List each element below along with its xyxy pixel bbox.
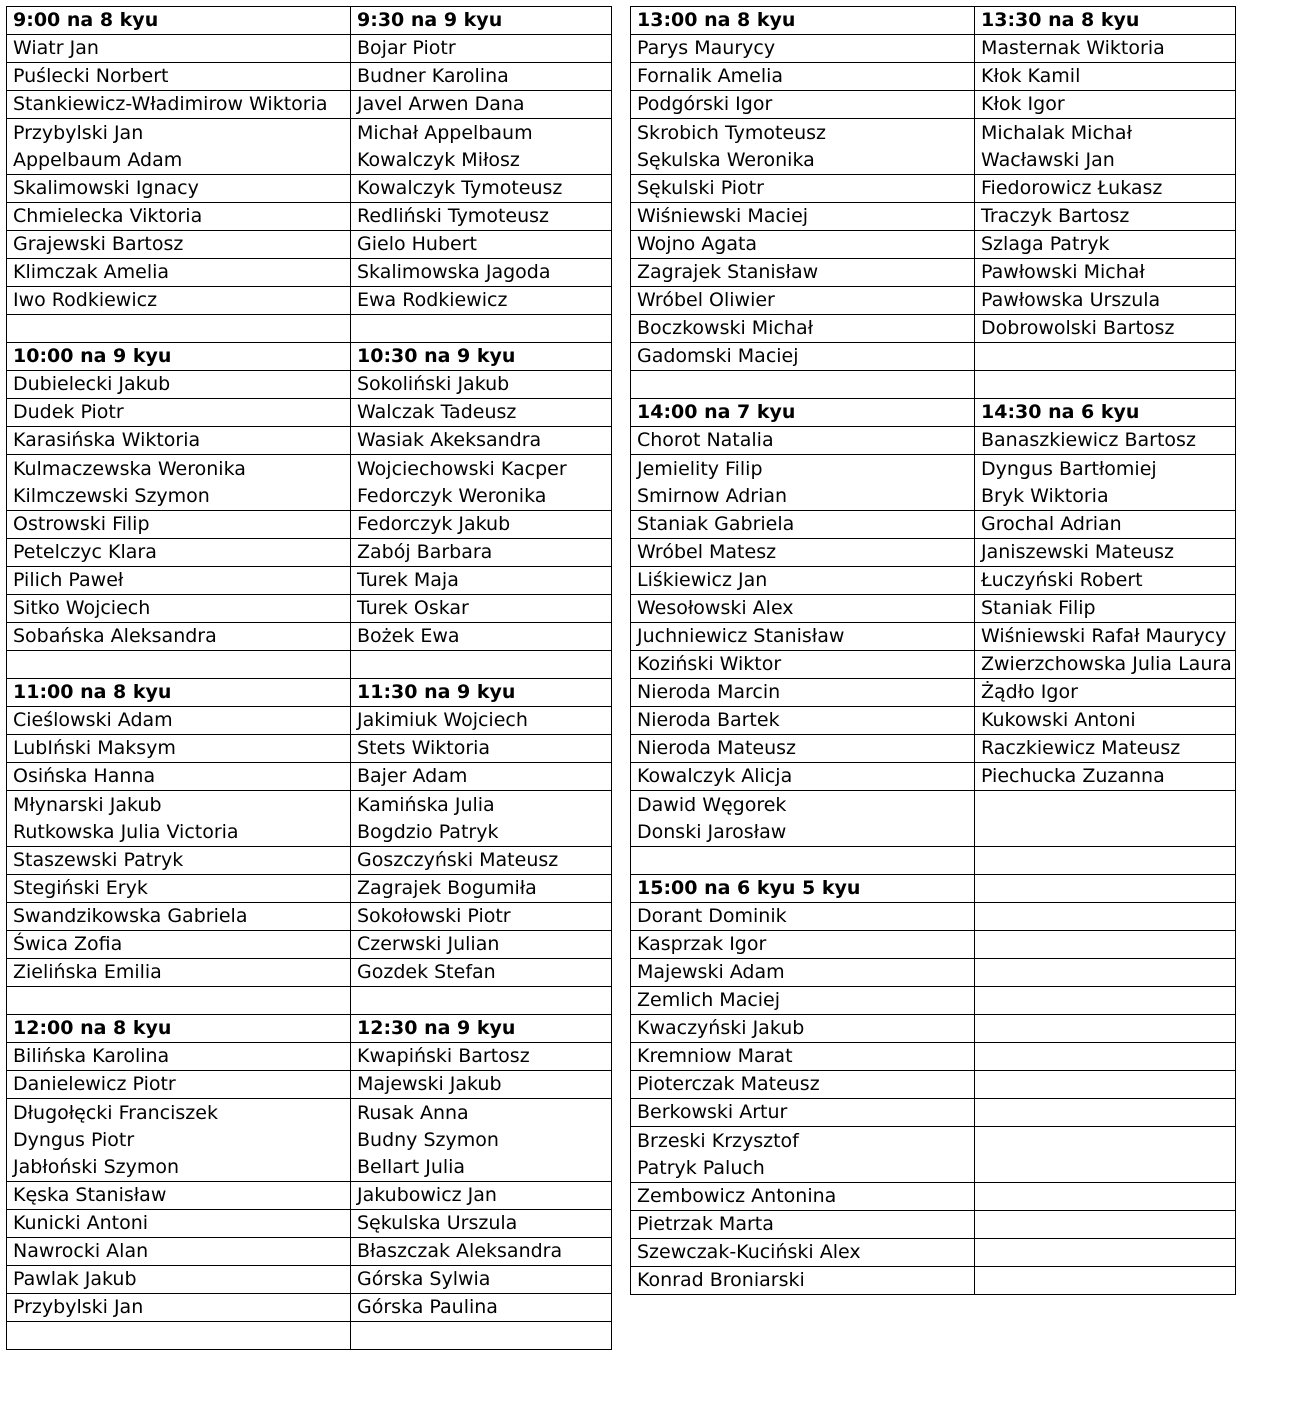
table-row <box>7 1294 612 1322</box>
name-cell: Bożek Ewa <box>351 623 612 651</box>
table-row <box>631 455 1236 511</box>
group-header-cell: 15:00 na 6 kyu 5 kyu <box>631 875 975 903</box>
name-cell: Grochal Adrian <box>975 511 1236 539</box>
empty-row <box>7 315 612 343</box>
name-cell: Javel Arwen Dana <box>351 91 612 119</box>
table-row <box>631 287 1236 315</box>
name-cell: Dubielecki Jakub <box>7 371 351 399</box>
name-cell <box>975 791 1236 847</box>
table-row <box>7 931 612 959</box>
table-row <box>7 371 612 399</box>
table-row <box>631 791 1236 847</box>
name-cell: Michał Appelbaum Kowalczyk Miłosz <box>351 119 612 175</box>
name-cell: Dudek Piotr <box>7 399 351 427</box>
table-row <box>7 763 612 791</box>
name-cell <box>975 1127 1236 1183</box>
name-cell: Kasprzak Igor <box>631 931 975 959</box>
name-cell: Berkowski Artur <box>631 1099 975 1127</box>
name-cell <box>975 959 1236 987</box>
name-cell: Kłok Igor <box>975 91 1236 119</box>
name-cell: Jakubowicz Jan <box>351 1182 612 1210</box>
name-cell: Iwo Rodkiewicz <box>7 287 351 315</box>
table-row <box>7 399 612 427</box>
name-cell <box>975 1015 1236 1043</box>
table-row <box>631 259 1236 287</box>
group-header-row <box>7 679 612 707</box>
table-row <box>7 539 612 567</box>
name-cell: Pietrzak Marta <box>631 1211 975 1239</box>
name-cell: Długołęcki Franciszek Dyngus Piotr Jabłoński Szymon <box>7 1099 351 1182</box>
name-cell: Pawłowski Michał <box>975 259 1236 287</box>
name-cell: Bajer Adam <box>351 763 612 791</box>
name-cell <box>975 1099 1236 1127</box>
table-row <box>7 63 612 91</box>
name-cell: Kwapiński Bartosz <box>351 1043 612 1071</box>
name-cell: Stegiński Eryk <box>7 875 351 903</box>
table-row <box>631 595 1236 623</box>
name-cell: Górska Paulina <box>351 1294 612 1322</box>
table-row <box>631 567 1236 595</box>
table-row <box>631 735 1236 763</box>
empty-row <box>631 371 1236 399</box>
name-cell: Kłok Kamil <box>975 63 1236 91</box>
name-cell: Czerwski Julian <box>351 931 612 959</box>
group-header-cell: 9:00 na 8 kyu <box>7 7 351 35</box>
name-cell: Majewski Jakub <box>351 1071 612 1099</box>
name-cell: Skrobich Tymoteusz Sękulska Weronika <box>631 119 975 175</box>
table-row <box>7 455 612 511</box>
name-cell: Staniak Filip <box>975 595 1236 623</box>
name-cell: Parys Maurycy <box>631 35 975 63</box>
table-row <box>631 1015 1236 1043</box>
name-cell: Ewa Rodkiewicz <box>351 287 612 315</box>
name-cell: Zembowicz Antonina <box>631 1183 975 1211</box>
group-header-row <box>631 875 1236 903</box>
name-cell: Wróbel Oliwier <box>631 287 975 315</box>
table-row <box>631 343 1236 371</box>
table-row <box>631 1099 1236 1127</box>
name-cell: Grajewski Bartosz <box>7 231 351 259</box>
name-cell: Koziński Wiktor <box>631 651 975 679</box>
name-cell <box>631 847 975 875</box>
name-cell: Masternak Wiktoria <box>975 35 1236 63</box>
name-cell: Kowalczyk Tymoteusz <box>351 175 612 203</box>
group-header-cell <box>975 875 1236 903</box>
table-row <box>631 931 1236 959</box>
name-cell: Petelczyc Klara <box>7 539 351 567</box>
name-cell <box>975 847 1236 875</box>
name-cell: Młynarski Jakub Rutkowska Julia Victoria <box>7 791 351 847</box>
name-cell: Jakimiuk Wojciech <box>351 707 612 735</box>
name-cell: Wróbel Matesz <box>631 539 975 567</box>
group-header-row <box>7 343 612 371</box>
name-cell: Łuczyński Robert <box>975 567 1236 595</box>
name-cell <box>7 315 351 343</box>
name-cell: Staszewski Patryk <box>7 847 351 875</box>
table-row <box>631 651 1236 679</box>
name-cell: Skalimowski Ignacy <box>7 175 351 203</box>
name-cell: Dyngus Bartłomiej Bryk Wiktoria <box>975 455 1236 511</box>
name-cell <box>975 343 1236 371</box>
name-cell: Sobańska Aleksandra <box>7 623 351 651</box>
name-cell <box>975 371 1236 399</box>
table-row <box>631 903 1236 931</box>
name-cell: Dobrowolski Bartosz <box>975 315 1236 343</box>
table-row <box>7 1099 612 1182</box>
group-header-row <box>631 399 1236 427</box>
table-row <box>7 1043 612 1071</box>
name-cell: Swandzikowska Gabriela <box>7 903 351 931</box>
name-cell: Wojno Agata <box>631 231 975 259</box>
name-cell: Kulmaczewska Weronika Kilmczewski Szymon <box>7 455 351 511</box>
empty-row <box>7 651 612 679</box>
name-cell: Dorant Dominik <box>631 903 975 931</box>
table-row <box>7 119 612 175</box>
group-header-row <box>631 7 1236 35</box>
name-cell: Fiedorowicz Łukasz <box>975 175 1236 203</box>
name-cell <box>975 1211 1236 1239</box>
table-row <box>7 1266 612 1294</box>
name-cell: Walczak Tadeusz <box>351 399 612 427</box>
group-header-cell: 13:00 na 8 kyu <box>631 7 975 35</box>
name-cell: Pawłowska Urszula <box>975 287 1236 315</box>
table-row <box>631 1211 1236 1239</box>
name-cell <box>975 931 1236 959</box>
table-row <box>631 623 1236 651</box>
table-row <box>631 35 1236 63</box>
name-cell: Jemielity Filip Smirnow Adrian <box>631 455 975 511</box>
group-header-cell: 9:30 na 9 kyu <box>351 7 612 35</box>
table-row <box>7 1182 612 1210</box>
name-cell: Górska Sylwia <box>351 1266 612 1294</box>
name-cell: Konrad Broniarski <box>631 1267 975 1295</box>
table-row <box>7 567 612 595</box>
name-cell: Redliński Tymoteusz <box>351 203 612 231</box>
group-header-cell: 13:30 na 8 kyu <box>975 7 1236 35</box>
name-cell: Danielewicz Piotr <box>7 1071 351 1099</box>
name-cell: Boczkowski Michał <box>631 315 975 343</box>
table-row <box>7 287 612 315</box>
name-cell: Dawid Węgorek Donski Jarosław <box>631 791 975 847</box>
group-header-row <box>7 7 612 35</box>
name-cell: Nieroda Bartek <box>631 707 975 735</box>
table-row <box>631 959 1236 987</box>
name-cell: Kęska Stanisław <box>7 1182 351 1210</box>
name-cell: Wojciechowski Kacper Fedorczyk Weronika <box>351 455 612 511</box>
name-cell: Majewski Adam <box>631 959 975 987</box>
table-row <box>7 175 612 203</box>
name-cell: Traczyk Bartosz <box>975 203 1236 231</box>
table-row <box>7 847 612 875</box>
name-cell: Raczkiewicz Mateusz <box>975 735 1236 763</box>
name-cell <box>7 987 351 1015</box>
table-row <box>631 175 1236 203</box>
name-cell: Janiszewski Mateusz <box>975 539 1236 567</box>
table-row <box>631 511 1236 539</box>
name-cell: Zielińska Emilia <box>7 959 351 987</box>
name-cell: Żądło Igor <box>975 679 1236 707</box>
name-cell: Skalimowska Jagoda <box>351 259 612 287</box>
table-row <box>7 91 612 119</box>
name-cell: Klimczak Amelia <box>7 259 351 287</box>
name-cell <box>631 371 975 399</box>
table-row <box>631 1267 1236 1295</box>
schedule-table-left <box>6 6 612 1350</box>
name-cell: Wesołowski Alex <box>631 595 975 623</box>
table-row <box>631 119 1236 175</box>
name-cell: Gadomski Maciej <box>631 343 975 371</box>
table-row <box>7 1210 612 1238</box>
name-cell: Nieroda Marcin <box>631 679 975 707</box>
name-cell: Wiśniewski Rafał Maurycy <box>975 623 1236 651</box>
group-header-cell: 10:00 na 9 kyu <box>7 343 351 371</box>
empty-row <box>631 847 1236 875</box>
name-cell: Brzeski Krzysztof Patryk Paluch <box>631 1127 975 1183</box>
name-cell: Stankiewicz-Władimirow Wiktoria <box>7 91 351 119</box>
name-cell: Wasiak Akeksandra <box>351 427 612 455</box>
table-row <box>7 203 612 231</box>
name-cell: Szlaga Patryk <box>975 231 1236 259</box>
name-cell: Szewczak-Kuciński Alex <box>631 1239 975 1267</box>
name-cell: Stets Wiktoria <box>351 735 612 763</box>
name-cell: Banaszkiewicz Bartosz <box>975 427 1236 455</box>
group-header-cell: 12:00 na 8 kyu <box>7 1015 351 1043</box>
name-cell: Gielo Hubert <box>351 231 612 259</box>
name-cell: Wiśniewski Maciej <box>631 203 975 231</box>
table-row <box>7 735 612 763</box>
name-cell: Michalak Michał Wacławski Jan <box>975 119 1236 175</box>
group-header-cell: 10:30 na 9 kyu <box>351 343 612 371</box>
schedule-table-right <box>630 6 1236 1295</box>
name-cell <box>975 903 1236 931</box>
table-row <box>7 707 612 735</box>
table-row <box>7 1071 612 1099</box>
table-row <box>7 231 612 259</box>
table-row <box>631 679 1236 707</box>
group-header-cell: 11:00 na 8 kyu <box>7 679 351 707</box>
name-cell: Nieroda Mateusz <box>631 735 975 763</box>
group-header-cell: 14:00 na 7 kyu <box>631 399 975 427</box>
table-row <box>7 791 612 847</box>
table-row <box>7 511 612 539</box>
name-cell: Karasińska Wiktoria <box>7 427 351 455</box>
name-cell: Osińska Hanna <box>7 763 351 791</box>
group-header-cell: 12:30 na 9 kyu <box>351 1015 612 1043</box>
empty-row <box>7 987 612 1015</box>
name-cell: Liśkiewicz Jan <box>631 567 975 595</box>
table-row <box>631 763 1236 791</box>
name-cell: Chmielecka Viktoria <box>7 203 351 231</box>
name-cell: Pioterczak Mateusz <box>631 1071 975 1099</box>
name-cell: LubIński Maksym <box>7 735 351 763</box>
name-cell: Juchniewicz Stanisław <box>631 623 975 651</box>
table-row <box>7 959 612 987</box>
table-row <box>631 315 1236 343</box>
table-row <box>7 1238 612 1266</box>
name-cell: Nawrocki Alan <box>7 1238 351 1266</box>
name-cell: Ostrowski Filip <box>7 511 351 539</box>
name-cell: Bilińska Karolina <box>7 1043 351 1071</box>
name-cell: Sękulska Urszula <box>351 1210 612 1238</box>
name-cell <box>975 1071 1236 1099</box>
table-row <box>7 623 612 651</box>
table-row <box>7 259 612 287</box>
table-row <box>631 1043 1236 1071</box>
name-cell: Wiatr Jan <box>7 35 351 63</box>
name-cell: Podgórski Igor <box>631 91 975 119</box>
name-cell: Bojar Piotr <box>351 35 612 63</box>
table-row <box>631 1183 1236 1211</box>
name-cell: Kwaczyński Jakub <box>631 1015 975 1043</box>
name-cell: Chorot Natalia <box>631 427 975 455</box>
name-cell: Piechucka Zuzanna <box>975 763 1236 791</box>
name-cell: Przybylski Jan <box>7 1294 351 1322</box>
name-cell <box>7 1322 351 1350</box>
name-cell: Puślecki Norbert <box>7 63 351 91</box>
name-cell: Pawlak Jakub <box>7 1266 351 1294</box>
name-cell <box>975 1239 1236 1267</box>
name-cell: Turek Maja <box>351 567 612 595</box>
name-cell: Sokoliński Jakub <box>351 371 612 399</box>
name-cell: Zemlich Maciej <box>631 987 975 1015</box>
name-cell <box>7 651 351 679</box>
table-row <box>631 91 1236 119</box>
group-header-cell: 11:30 na 9 kyu <box>351 679 612 707</box>
name-cell: Goszczyński Mateusz <box>351 847 612 875</box>
name-cell <box>975 1043 1236 1071</box>
table-row <box>7 903 612 931</box>
name-cell: Zagrajek Bogumiła <box>351 875 612 903</box>
name-cell: Zabój Barbara <box>351 539 612 567</box>
name-cell: Fedorczyk Jakub <box>351 511 612 539</box>
name-cell: Fornalik Amelia <box>631 63 975 91</box>
table-row <box>631 427 1236 455</box>
table-row <box>631 63 1236 91</box>
table-row <box>631 1127 1236 1183</box>
name-cell: Gozdek Stefan <box>351 959 612 987</box>
name-cell: Błaszczak Aleksandra <box>351 1238 612 1266</box>
name-cell: Kukowski Antoni <box>975 707 1236 735</box>
table-row <box>631 987 1236 1015</box>
group-header-cell: 14:30 na 6 kyu <box>975 399 1236 427</box>
name-cell <box>351 315 612 343</box>
table-row <box>7 35 612 63</box>
name-cell: Sitko Wojciech <box>7 595 351 623</box>
table-row <box>7 427 612 455</box>
name-cell: Kamińska Julia Bogdzio Patryk <box>351 791 612 847</box>
name-cell: Kremniow Marat <box>631 1043 975 1071</box>
table-row <box>631 1239 1236 1267</box>
name-cell: Przybylski Jan Appelbaum Adam <box>7 119 351 175</box>
name-cell: Zagrajek Stanisław <box>631 259 975 287</box>
name-cell <box>351 1322 612 1350</box>
table-row <box>631 539 1236 567</box>
name-cell: Sokołowski Piotr <box>351 903 612 931</box>
table-row <box>631 203 1236 231</box>
table-row <box>631 1071 1236 1099</box>
name-cell: Cieślowski Adam <box>7 707 351 735</box>
name-cell: Kowalczyk Alicja <box>631 763 975 791</box>
name-cell: Rusak Anna Budny Szymon Bellart Julia <box>351 1099 612 1182</box>
table-row <box>631 707 1236 735</box>
name-cell <box>351 651 612 679</box>
name-cell <box>975 1267 1236 1295</box>
table-row <box>631 231 1236 259</box>
name-cell: Kunicki Antoni <box>7 1210 351 1238</box>
name-cell: Świca Zofia <box>7 931 351 959</box>
name-cell <box>351 987 612 1015</box>
group-header-row <box>7 1015 612 1043</box>
name-cell <box>975 1183 1236 1211</box>
name-cell: Staniak Gabriela <box>631 511 975 539</box>
table-row <box>7 595 612 623</box>
name-cell: Pilich Paweł <box>7 567 351 595</box>
name-cell: Sękulski Piotr <box>631 175 975 203</box>
name-cell <box>975 987 1236 1015</box>
name-cell: Zwierzchowska Julia Laura <box>975 651 1236 679</box>
name-cell: Budner Karolina <box>351 63 612 91</box>
empty-row <box>7 1322 612 1350</box>
table-row <box>7 875 612 903</box>
name-cell: Turek Oskar <box>351 595 612 623</box>
